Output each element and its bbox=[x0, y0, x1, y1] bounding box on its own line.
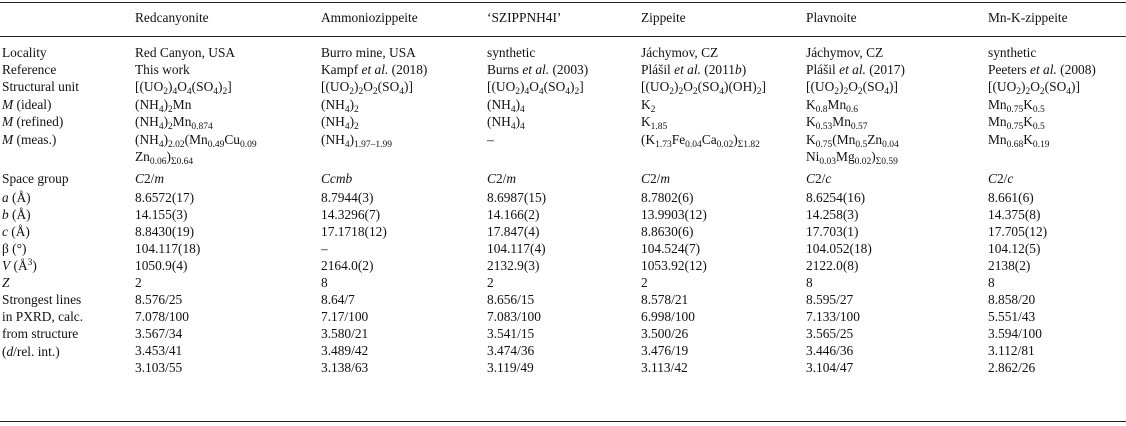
cell-m-refined: $(NH_4)_2Mn_{0.874}$ bbox=[135, 114, 213, 132]
cell-V: 2132.9(3) bbox=[487, 258, 540, 273]
row-label: a (Å) bbox=[2, 190, 31, 205]
row-label: Locality bbox=[2, 45, 47, 60]
cell-b: 13.9903(12) bbox=[641, 207, 707, 222]
cell-m-meas: $Ni_{0.03}Mg_{0.02})_{\Sigma 0.59}$ bbox=[806, 149, 898, 167]
cell-locality: Jáchymov, CZ bbox=[806, 45, 884, 60]
cell-space-group: C2/m bbox=[135, 171, 165, 186]
cell-locality: Jáchymov, CZ bbox=[641, 45, 719, 60]
cell-pxrd-line: 7.133/100 bbox=[806, 309, 860, 324]
cell-reference: Plášil et al. (2017) bbox=[806, 62, 905, 77]
cell-m-meas: $(K_{1.73}Fe_{0.04}Ca_{0.02})_{\Sigma 1.82}$ bbox=[641, 132, 760, 150]
row-label: Strongest lines bbox=[2, 292, 82, 307]
cell-c: 8.8430(19) bbox=[135, 224, 195, 239]
cell-m-ideal: $K_2$ bbox=[641, 97, 656, 115]
cell-locality: Red Canyon, USA bbox=[135, 45, 236, 60]
cell-m-refined: $(NH_4)_2$ bbox=[321, 114, 359, 132]
cell-a: 8.6254(16) bbox=[806, 190, 866, 205]
cell-a: 8.6987(15) bbox=[487, 190, 547, 205]
cell-Z: 2 bbox=[487, 275, 494, 290]
row-label: in PXRD, calc. bbox=[2, 309, 84, 324]
row-label: Z bbox=[2, 275, 10, 290]
cell-pxrd-line: 7.17/100 bbox=[321, 309, 369, 324]
cell-pxrd-line: 8.576/25 bbox=[135, 292, 183, 307]
cell-pxrd-line: 3.453/41 bbox=[135, 343, 183, 358]
header-rule bbox=[0, 36, 1126, 37]
cell-pxrd-line: 8.595/27 bbox=[806, 292, 854, 307]
cell-m-meas: $Mn_{0.68}K_{0.19}$ bbox=[988, 132, 1050, 150]
cell-m-meas: – bbox=[487, 132, 494, 147]
cell-reference: Peeters et al. (2008) bbox=[988, 62, 1096, 77]
cell-beta: 104.117(4) bbox=[487, 241, 546, 256]
cell-pxrd-line: 3.104/47 bbox=[806, 360, 854, 375]
cell-structural-unit: $[(UO_2)_2O_2(SO_4)]$ bbox=[321, 79, 413, 97]
cell-c: 17.703(1) bbox=[806, 224, 859, 239]
cell-beta: – bbox=[321, 241, 328, 256]
cell-c: 17.1718(12) bbox=[321, 224, 387, 239]
cell-pxrd-line: 2.862/26 bbox=[988, 360, 1036, 375]
row-label: M (ideal) bbox=[2, 97, 52, 112]
cell-locality: synthetic bbox=[487, 45, 536, 60]
row-label: M (refined) bbox=[2, 114, 64, 129]
cell-space-group: C2/c bbox=[806, 171, 832, 186]
cell-space-group: C2/c bbox=[988, 171, 1014, 186]
cell-m-meas: $(NH_4)_{1.97-1.99}$ bbox=[321, 132, 393, 150]
cell-reference: Plášil et al. (2011b) bbox=[641, 62, 747, 77]
cell-space-group: C2/m bbox=[641, 171, 671, 186]
cell-b: 14.258(3) bbox=[806, 207, 859, 222]
cell-Z: 2 bbox=[135, 275, 142, 290]
cell-pxrd-line: 3.541/15 bbox=[487, 326, 535, 341]
cell-pxrd-line: 8.64/7 bbox=[321, 292, 355, 307]
column-header: ‘SZIPPNH4I’ bbox=[487, 10, 562, 25]
cell-pxrd-line: 3.500/26 bbox=[641, 326, 689, 341]
cell-m-meas: $K_{0.75}(Mn_{0.5}Zn_{0.04}$ bbox=[806, 132, 899, 150]
row-label: Space group bbox=[2, 171, 69, 186]
cell-structural-unit: $[(UO_2)_4O_4(SO_4)_2]$ bbox=[135, 79, 232, 97]
column-header: Ammoniozippeite bbox=[321, 10, 418, 25]
cell-m-ideal: $(NH_4)_2Mn$ bbox=[135, 97, 192, 115]
cell-pxrd-line: 3.474/36 bbox=[487, 343, 535, 358]
cell-pxrd-line: 3.112/81 bbox=[988, 343, 1035, 358]
cell-m-refined: $K_{0.53}Mn_{0.57}$ bbox=[806, 114, 868, 132]
cell-m-refined: $K_{1.85}$ bbox=[641, 114, 668, 132]
cell-structural-unit: $[(UO_2)_2O_2(SO_4)(OH)_2]$ bbox=[641, 79, 766, 97]
cell-pxrd-line: 6.998/100 bbox=[641, 309, 695, 324]
cell-b: 14.3296(7) bbox=[321, 207, 381, 222]
cell-locality: Burro mine, USA bbox=[321, 45, 416, 60]
cell-b: 14.155(3) bbox=[135, 207, 188, 222]
cell-a: 8.661(6) bbox=[988, 190, 1034, 205]
cell-pxrd-line: 8.578/21 bbox=[641, 292, 689, 307]
cell-a: 8.7802(6) bbox=[641, 190, 694, 205]
cell-m-meas: $(NH_4)_{2.02}(Mn_{0.49}Cu_{0.09}$ bbox=[135, 132, 257, 150]
cell-m-ideal: $K_{0.8}Mn_{0.6}$ bbox=[806, 97, 859, 115]
row-label: (d/rel. int.) bbox=[2, 344, 60, 359]
cell-space-group: Ccmb bbox=[321, 171, 353, 186]
top-rule bbox=[0, 2, 1126, 3]
bottom-rule bbox=[0, 421, 1126, 422]
row-label: b (Å) bbox=[2, 207, 31, 222]
cell-pxrd-line: 3.476/19 bbox=[641, 343, 689, 358]
cell-Z: 8 bbox=[321, 275, 328, 290]
cell-pxrd-line: 3.489/42 bbox=[321, 343, 369, 358]
row-label: Structural unit bbox=[2, 79, 79, 94]
cell-reference: Kampf et al. (2018) bbox=[321, 62, 428, 77]
cell-pxrd-line: 3.594/100 bbox=[988, 326, 1042, 341]
cell-beta: 104.12(5) bbox=[988, 241, 1041, 256]
cell-m-ideal: $Mn_{0.75}K_{0.5}$ bbox=[988, 97, 1045, 115]
row-label: β (°) bbox=[2, 241, 27, 256]
column-header: Plavnoite bbox=[806, 10, 857, 25]
cell-V: 2122.0(8) bbox=[806, 258, 859, 273]
cell-space-group: C2/m bbox=[487, 171, 517, 186]
cell-Z: 8 bbox=[806, 275, 813, 290]
cell-c: 17.705(12) bbox=[988, 224, 1048, 239]
cell-V: 1050.9(4) bbox=[135, 258, 188, 273]
cell-m-ideal: $(NH_4)_2$ bbox=[321, 97, 359, 115]
cell-Z: 2 bbox=[641, 275, 648, 290]
cell-pxrd-line: 3.565/25 bbox=[806, 326, 854, 341]
row-label: from structure bbox=[2, 326, 79, 341]
cell-pxrd-line: 3.113/42 bbox=[641, 360, 688, 375]
cell-beta: 104.117(18) bbox=[135, 241, 201, 256]
column-header: Redcanyonite bbox=[135, 10, 209, 25]
cell-a: 8.7944(3) bbox=[321, 190, 374, 205]
cell-m-ideal: $(NH_4)_4$ bbox=[487, 97, 525, 115]
cell-pxrd-line: 8.656/15 bbox=[487, 292, 535, 307]
cell-pxrd-line: 3.103/55 bbox=[135, 360, 183, 375]
cell-beta: 104.524(7) bbox=[641, 241, 701, 256]
cell-pxrd-line: 3.580/21 bbox=[321, 326, 369, 341]
cell-m-refined: $Mn_{0.75}K_{0.5}$ bbox=[988, 114, 1045, 132]
row-label: M (meas.) bbox=[2, 132, 57, 147]
cell-locality: synthetic bbox=[988, 45, 1037, 60]
cell-Z: 8 bbox=[988, 275, 995, 290]
cell-a: 8.6572(17) bbox=[135, 190, 195, 205]
cell-V: 2138(2) bbox=[988, 258, 1031, 273]
cell-pxrd-line: 7.083/100 bbox=[487, 309, 541, 324]
cell-pxrd-line: 3.446/36 bbox=[806, 343, 854, 358]
cell-pxrd-line: 3.119/49 bbox=[487, 360, 534, 375]
row-label: V $(Å^3)$ bbox=[2, 258, 37, 273]
cell-pxrd-line: 3.138/63 bbox=[321, 360, 369, 375]
cell-m-meas: $Zn_{0.06})_{\Sigma 0.64}$ bbox=[135, 149, 194, 167]
cell-pxrd-line: 7.078/100 bbox=[135, 309, 189, 324]
cell-structural-unit: $[(UO_2)_2O_2(SO_4)]$ bbox=[988, 79, 1080, 97]
cell-c: 8.8630(6) bbox=[641, 224, 694, 239]
cell-pxrd-line: 8.858/20 bbox=[988, 292, 1036, 307]
cell-V: 2164.0(2) bbox=[321, 258, 374, 273]
row-label: Reference bbox=[2, 62, 57, 77]
cell-reference: This work bbox=[135, 62, 190, 77]
cell-V: 1053.92(12) bbox=[641, 258, 707, 273]
row-label: c (Å) bbox=[2, 224, 30, 239]
cell-pxrd-line: 3.567/34 bbox=[135, 326, 183, 341]
cell-structural-unit: $[(UO_2)_4O_4(SO_4)_2]$ bbox=[487, 79, 584, 97]
cell-c: 17.847(4) bbox=[487, 224, 540, 239]
cell-structural-unit: $[(UO_2)_2O_2(SO_4)]$ bbox=[806, 79, 898, 97]
column-header: Zippeite bbox=[641, 10, 686, 25]
cell-reference: Burns et al. (2003) bbox=[487, 62, 589, 77]
cell-pxrd-line: 5.551/43 bbox=[988, 309, 1036, 324]
cell-beta: 104.052(18) bbox=[806, 241, 872, 256]
cell-m-refined: $(NH_4)_4$ bbox=[487, 114, 525, 132]
column-header: Mn-K-zippeite bbox=[988, 10, 1068, 25]
cell-b: 14.375(8) bbox=[988, 207, 1041, 222]
cell-b: 14.166(2) bbox=[487, 207, 540, 222]
